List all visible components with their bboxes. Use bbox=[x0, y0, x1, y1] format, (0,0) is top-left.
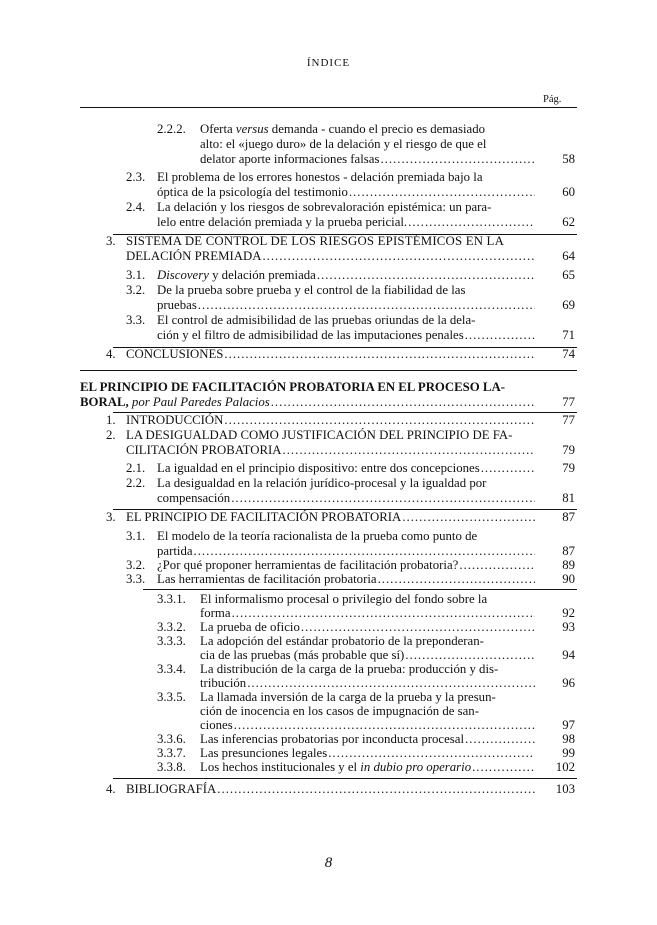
entry-title-line1: El problema de los errores honestos - delación premiada bajo la bbox=[157, 170, 483, 184]
entry-number: 3.3.6. bbox=[157, 732, 186, 746]
running-head: ÍNDICE bbox=[306, 57, 351, 69]
leader-dots bbox=[232, 606, 535, 621]
toc-entry-3-3b[interactable] bbox=[157, 572, 535, 587]
page-column-label: Pág. bbox=[543, 94, 562, 105]
entry-number: 3.3.4. bbox=[157, 662, 186, 676]
entry-number: 3.3.1. bbox=[157, 592, 186, 606]
leader-dots bbox=[405, 648, 535, 663]
page-number: 8 bbox=[324, 855, 333, 871]
leader-dots bbox=[380, 152, 535, 167]
entry-title-line1: El informalismo procesal o privilegio del fondo sobre la bbox=[200, 592, 488, 606]
entry-title-line2: pruebas bbox=[157, 298, 197, 312]
entry-title-line1: LA DESIGUALDAD COMO JUSTIFICACIÓN DEL PRINCIPIO DE FA- bbox=[126, 428, 513, 442]
leader-dots bbox=[459, 558, 535, 573]
entry-title-line1: La llamada inversión de la carga de la prueba y la presun- bbox=[200, 690, 496, 704]
entry-page: 58 bbox=[562, 152, 575, 166]
entry-page: 90 bbox=[562, 572, 575, 586]
section-divider bbox=[113, 778, 577, 779]
entry-page: 64 bbox=[562, 249, 575, 263]
entry-title-line1: La adopción del estándar probatorio de la preponderan- bbox=[200, 634, 484, 648]
entry-number: 3. bbox=[106, 234, 116, 248]
entry-title-line1: La delación y los riesgos de sobrevaloración epistémica: un para- bbox=[157, 200, 492, 214]
toc-entry-3b[interactable] bbox=[126, 510, 535, 525]
entry-title-line1: Oferta versus demanda - cuando el precio es demasiado bbox=[200, 122, 485, 136]
leader-dots bbox=[301, 620, 535, 635]
entry-title-line1: INTRODUCCIÓN bbox=[126, 413, 224, 427]
entry-number: 3.2. bbox=[126, 283, 146, 297]
entry-title-line2: DELACIÓN PREMIADA bbox=[126, 249, 262, 263]
toc-entry-3-3-8[interactable] bbox=[200, 760, 535, 775]
entry-title-line1: Las inferencias probatorias por inconducta procesal bbox=[200, 732, 465, 746]
entry-title-line1: BIBLIOGRAFÍA bbox=[126, 782, 217, 796]
entry-title-line2: partida bbox=[157, 544, 193, 558]
entry-title-line2: ción y el filtro de admisibilidad de las imputaciones penales bbox=[157, 328, 464, 342]
entry-title-line1: Las herramientas de facilitación probatoria bbox=[157, 572, 377, 586]
entry-number: 2.4. bbox=[126, 200, 146, 214]
entry-number: 2.3. bbox=[126, 170, 146, 184]
entry-title-line2: alto: el «juego duro» de la delación y el riesgo de que el bbox=[200, 137, 487, 151]
entry-page: 98 bbox=[562, 732, 575, 746]
entry-number: 3.2. bbox=[126, 558, 146, 572]
entry-title-line2: CILITACIÓN PROBATORIA bbox=[126, 443, 282, 457]
toc-entry-3-3-6[interactable] bbox=[200, 732, 535, 747]
chapter-title-line2: BORAL, por Paul Paredes Palacios bbox=[80, 395, 270, 409]
entry-title-line2: ción de inocencia en los casos de impugnación de san- bbox=[200, 704, 479, 718]
chapter-divider bbox=[80, 370, 577, 371]
entry-page: 69 bbox=[562, 298, 575, 312]
entry-title-line1: La desigualdad en la relación jurídico-procesal y la igualdad por bbox=[157, 476, 487, 490]
entry-number: 2.2.2. bbox=[157, 122, 186, 136]
toc-entry-3-3-2[interactable] bbox=[200, 620, 535, 635]
entry-title-line1: ¿Por qué proponer herramientas de facilitación probatoria? bbox=[157, 558, 459, 572]
entry-page: 96 bbox=[562, 676, 575, 690]
entry-title-line2: tribución bbox=[200, 676, 247, 690]
entry-title-line1: La prueba de oficio bbox=[200, 620, 300, 634]
entry-title-line1: EL PRINCIPIO DE FACILITACIÓN PROBATORIA bbox=[126, 510, 402, 524]
entry-number: 2. bbox=[106, 428, 116, 442]
leader-dots bbox=[224, 413, 535, 428]
entry-page: 77 bbox=[562, 413, 575, 427]
entry-title-line3: ciones bbox=[200, 718, 233, 732]
entry-page: 60 bbox=[562, 185, 575, 199]
entry-number: 3.3.8. bbox=[157, 760, 186, 774]
entry-title-line2: forma bbox=[200, 606, 231, 620]
entry-page: 62 bbox=[562, 215, 575, 229]
leader-dots bbox=[198, 298, 535, 313]
toc-entry-3-1[interactable] bbox=[157, 268, 535, 283]
entry-number: 4. bbox=[106, 347, 116, 361]
leader-dots bbox=[247, 676, 535, 691]
entry-page: 81 bbox=[562, 491, 575, 505]
entry-number: 3.3.3. bbox=[157, 634, 186, 648]
entry-title-line1: Las presunciones legales bbox=[200, 746, 328, 760]
entry-page: 93 bbox=[562, 620, 575, 634]
entry-title-line1: La igualdad en el principio dispositivo: entre dos concepciones bbox=[157, 461, 480, 475]
entry-page: 92 bbox=[562, 606, 575, 620]
entry-page: 87 bbox=[562, 544, 575, 558]
leader-dots bbox=[481, 461, 535, 476]
leader-dots bbox=[317, 268, 535, 283]
entry-title-line1: Los hechos institucionales y el in dubio pro operario bbox=[200, 760, 472, 774]
section-divider bbox=[143, 589, 577, 590]
entry-number: 3. bbox=[106, 510, 116, 524]
entry-page: 94 bbox=[562, 648, 575, 662]
entry-title-line1: De la prueba sobre prueba y el control de la fiabilidad de las bbox=[157, 283, 466, 297]
entry-title-line3: delator aporte informaciones falsas bbox=[200, 152, 380, 166]
entry-title-line2: óptica de la psicología del testimonio bbox=[157, 185, 348, 199]
entry-number: 3.3. bbox=[126, 572, 146, 586]
entry-title-line1: El control de admisibilidad de las pruebas oriundas de la dela- bbox=[157, 313, 476, 327]
leader-dots bbox=[194, 544, 535, 559]
entry-page: 65 bbox=[562, 268, 575, 282]
entry-title-line2: cia de las pruebas (más probable que sí) bbox=[200, 648, 405, 662]
leader-dots bbox=[231, 491, 535, 506]
entry-title-line1: Discovery y delación premiada bbox=[157, 268, 316, 282]
leader-dots bbox=[271, 395, 535, 410]
entry-number: 3.1. bbox=[126, 529, 146, 543]
toc-entry-4-bibliografia[interactable] bbox=[126, 782, 535, 797]
entry-title-line1: CONCLUSIONES bbox=[126, 347, 224, 361]
chapter-title-line1: EL PRINCIPIO DE FACILITACIÓN PROBATORIA EN EL PROCESO LA- bbox=[80, 380, 505, 394]
entry-page: 89 bbox=[562, 558, 575, 572]
leader-dots bbox=[349, 185, 535, 200]
leader-dots bbox=[224, 347, 535, 362]
entry-page: 99 bbox=[562, 746, 575, 760]
toc-entry-4-conclusiones[interactable] bbox=[126, 347, 535, 362]
entry-page: 97 bbox=[562, 718, 575, 732]
entry-number: 3.1. bbox=[126, 268, 146, 282]
entry-title-line2: compensación bbox=[157, 491, 231, 505]
leader-dots bbox=[472, 760, 535, 775]
leader-dots bbox=[465, 328, 535, 343]
entry-title-line1: SISTEMA DE CONTROL DE LOS RIESGOS EPISTÉMICOS EN LA bbox=[126, 234, 505, 248]
entry-title-line1: La distribución de la carga de la prueba: producción y dis- bbox=[200, 662, 499, 676]
leader-dots bbox=[262, 249, 535, 264]
entry-page: 71 bbox=[562, 328, 575, 342]
toc-entry-2-1[interactable] bbox=[157, 461, 535, 476]
leader-dots bbox=[328, 746, 535, 761]
header-rule bbox=[80, 107, 577, 108]
leader-dots bbox=[402, 510, 535, 525]
leader-dots bbox=[283, 443, 535, 458]
entry-page: 79 bbox=[562, 461, 575, 475]
entry-title-line2: lelo entre delación premiada y la prueba pericial. bbox=[157, 215, 408, 229]
entry-number: 3.3.5. bbox=[157, 690, 186, 704]
leader-dots bbox=[217, 782, 535, 797]
entry-page: 102 bbox=[555, 760, 575, 774]
leader-dots bbox=[465, 732, 535, 747]
entry-page: 74 bbox=[562, 347, 575, 361]
toc-entry-3-2b[interactable] bbox=[157, 558, 535, 573]
leader-dots bbox=[234, 718, 535, 733]
entry-number: 3.3.7. bbox=[157, 746, 186, 760]
entry-page: 79 bbox=[562, 443, 575, 457]
entry-number: 2.2. bbox=[126, 476, 146, 490]
toc-entry-3-3-7[interactable] bbox=[200, 746, 535, 761]
entry-page: 87 bbox=[562, 510, 575, 524]
entry-number: 3.3. bbox=[126, 313, 146, 327]
entry-number: 3.3.2. bbox=[157, 620, 186, 634]
leader-dots bbox=[378, 572, 535, 587]
entry-title-line1: El modelo de la teoría racionalista de la prueba como punto de bbox=[157, 529, 478, 543]
entry-number: 1. bbox=[106, 413, 116, 427]
entry-number: 4. bbox=[106, 782, 116, 796]
entry-number: 2.1. bbox=[126, 461, 146, 475]
leader-dots bbox=[408, 215, 535, 230]
toc-entry-1[interactable] bbox=[126, 413, 535, 428]
chapter-page: 77 bbox=[562, 395, 575, 409]
entry-page: 103 bbox=[555, 782, 575, 796]
